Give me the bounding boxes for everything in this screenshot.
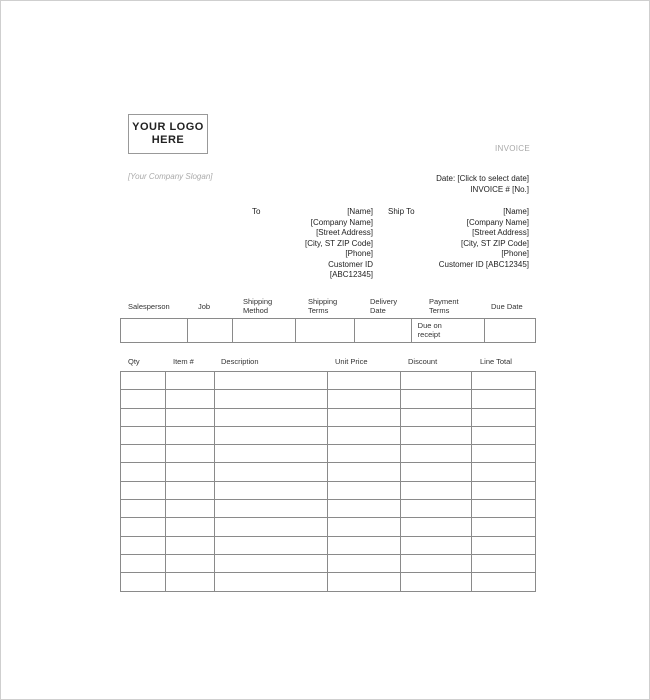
item-cell[interactable] — [166, 445, 214, 463]
sales-cell[interactable] — [233, 319, 296, 343]
to-label: To — [252, 207, 261, 216]
item-cell[interactable] — [471, 573, 535, 591]
items-header-cell: Unit Price — [335, 357, 368, 366]
item-cell[interactable] — [400, 445, 471, 463]
table-row — [121, 372, 536, 390]
ship-to-address — [439, 207, 529, 270]
item-cell[interactable] — [327, 463, 400, 481]
date-field[interactable]: Date: [Click to select date] — [436, 174, 529, 183]
item-cell[interactable] — [471, 408, 535, 426]
item-cell[interactable] — [121, 500, 166, 518]
table-row — [121, 319, 536, 343]
item-cell[interactable] — [471, 390, 535, 408]
item-cell[interactable] — [166, 518, 214, 536]
table-row — [121, 408, 536, 426]
ship-to-line: [Street Address] — [472, 228, 529, 237]
item-cell[interactable] — [121, 518, 166, 536]
item-cell[interactable] — [400, 500, 471, 518]
item-cell[interactable] — [327, 445, 400, 463]
company-slogan: [Your Company Slogan] — [128, 172, 213, 181]
item-cell[interactable] — [471, 481, 535, 499]
item-cell[interactable] — [214, 500, 327, 518]
item-cell[interactable] — [327, 390, 400, 408]
item-cell[interactable] — [471, 426, 535, 444]
to-line: [Street Address] — [316, 228, 373, 237]
item-cell[interactable] — [121, 408, 166, 426]
invoice-number: INVOICE # [No.] — [470, 184, 529, 194]
sales-cell[interactable] — [121, 319, 188, 343]
sales-cell[interactable] — [295, 319, 354, 343]
sales-table — [120, 318, 536, 343]
item-cell[interactable] — [400, 536, 471, 554]
item-cell[interactable] — [471, 372, 535, 390]
item-cell[interactable] — [400, 518, 471, 536]
to-line: [Phone] — [345, 249, 373, 258]
item-cell[interactable] — [166, 481, 214, 499]
items-table — [120, 371, 536, 592]
item-cell[interactable] — [471, 536, 535, 554]
item-cell[interactable] — [471, 554, 535, 572]
sales-header-cell: Salesperson — [128, 302, 170, 311]
item-cell[interactable] — [121, 554, 166, 572]
table-row — [121, 481, 536, 499]
sales-header-cell: Due Date — [491, 302, 523, 311]
sales-cell[interactable] — [484, 319, 535, 343]
item-cell[interactable] — [121, 536, 166, 554]
item-cell[interactable] — [327, 408, 400, 426]
sales-cell[interactable] — [354, 319, 411, 343]
item-cell[interactable] — [400, 463, 471, 481]
item-cell[interactable] — [327, 500, 400, 518]
item-cell[interactable] — [214, 536, 327, 554]
table-row — [121, 554, 536, 572]
item-cell[interactable] — [214, 554, 327, 572]
item-cell[interactable] — [214, 518, 327, 536]
item-cell[interactable] — [400, 573, 471, 591]
table-row — [121, 390, 536, 408]
item-cell[interactable] — [214, 463, 327, 481]
item-cell[interactable] — [214, 426, 327, 444]
item-cell[interactable] — [166, 536, 214, 554]
item-cell[interactable] — [327, 481, 400, 499]
sales-header-cell: Delivery Date — [370, 297, 398, 315]
sales-header-cell: Shipping Method — [243, 297, 273, 315]
item-cell[interactable] — [121, 573, 166, 591]
item-cell[interactable] — [471, 518, 535, 536]
sales-header-cell: Shipping Terms — [308, 297, 338, 315]
item-cell[interactable] — [166, 408, 214, 426]
item-cell[interactable] — [400, 554, 471, 572]
item-cell[interactable] — [327, 536, 400, 554]
item-cell[interactable] — [327, 554, 400, 572]
item-cell[interactable] — [166, 426, 214, 444]
items-header-cell: Item # — [173, 357, 194, 366]
to-line: Customer ID — [328, 259, 373, 269]
item-cell[interactable] — [214, 573, 327, 591]
ship-to-line: Customer ID [ABC12345] — [438, 259, 529, 269]
sales-cell[interactable] — [188, 319, 233, 343]
logo-text-line1: YOUR LOGO — [132, 121, 204, 133]
to-line: [Company Name] — [310, 217, 373, 227]
item-cell[interactable] — [121, 481, 166, 499]
item-cell[interactable] — [121, 372, 166, 390]
items-header-cell: Description — [221, 357, 259, 366]
sales-cell[interactable]: Due on receipt — [411, 319, 484, 343]
to-line: [ABC12345] — [329, 270, 373, 279]
item-cell[interactable] — [400, 390, 471, 408]
ship-to-label: Ship To — [388, 207, 415, 216]
item-cell[interactable] — [327, 518, 400, 536]
item-cell[interactable] — [214, 481, 327, 499]
item-cell[interactable] — [166, 554, 214, 572]
item-cell[interactable] — [166, 500, 214, 518]
item-cell[interactable] — [121, 390, 166, 408]
item-cell[interactable] — [327, 426, 400, 444]
items-header-cell: Qty — [128, 357, 140, 366]
sales-header-cell: Payment Terms — [429, 297, 459, 315]
invoice-title: INVOICE — [495, 144, 530, 153]
table-row — [121, 463, 536, 481]
item-cell[interactable] — [214, 445, 327, 463]
ship-to-line: [City, ST ZIP Code] — [460, 238, 529, 248]
table-row — [121, 573, 536, 591]
item-cell[interactable] — [400, 372, 471, 390]
item-cell[interactable] — [214, 372, 327, 390]
table-row — [121, 536, 536, 554]
item-cell[interactable] — [400, 481, 471, 499]
item-cell[interactable] — [121, 463, 166, 481]
to-line: [Name] — [347, 207, 373, 216]
item-cell[interactable] — [471, 445, 535, 463]
ship-to-line: [Phone] — [501, 249, 529, 258]
item-cell[interactable] — [471, 500, 535, 518]
item-cell[interactable] — [166, 390, 214, 408]
item-cell[interactable] — [214, 408, 327, 426]
item-cell[interactable] — [471, 463, 535, 481]
to-address — [305, 207, 373, 281]
item-cell[interactable] — [121, 426, 166, 444]
items-header-cell: Discount — [408, 357, 438, 366]
item-cell[interactable] — [400, 426, 471, 444]
table-row — [121, 518, 536, 536]
item-cell[interactable] — [400, 408, 471, 426]
logo-text-line2: HERE — [151, 134, 185, 146]
item-cell[interactable] — [166, 463, 214, 481]
item-cell[interactable] — [327, 372, 400, 390]
items-header-cell: Line Total — [480, 357, 512, 366]
table-row — [121, 426, 536, 444]
sales-header-cell: Job — [198, 302, 211, 311]
item-cell[interactable] — [121, 445, 166, 463]
ship-to-line: [Company Name] — [466, 217, 529, 227]
item-cell[interactable] — [166, 573, 214, 591]
date-block — [436, 174, 529, 195]
ship-to-line: [Name] — [503, 207, 529, 216]
item-cell[interactable] — [327, 573, 400, 591]
logo-placeholder — [128, 114, 208, 154]
table-row — [121, 445, 536, 463]
item-cell[interactable] — [214, 390, 327, 408]
item-cell[interactable] — [166, 372, 214, 390]
to-line: [City, ST ZIP Code] — [304, 238, 373, 248]
table-row — [121, 500, 536, 518]
